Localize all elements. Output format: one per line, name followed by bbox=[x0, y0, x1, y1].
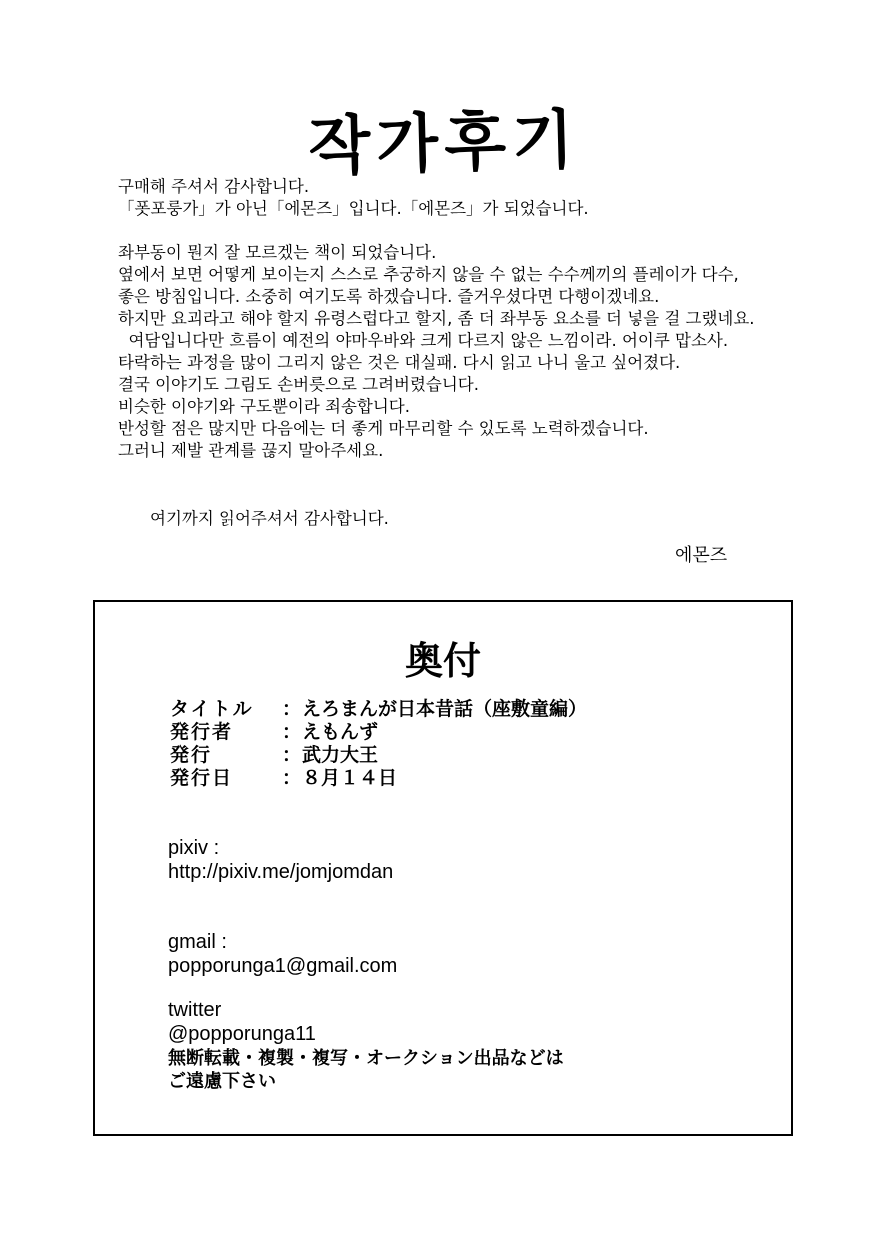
info-value: えろまんが日本昔話（座敷童編） bbox=[302, 698, 588, 720]
info-label: 発行 bbox=[170, 744, 213, 766]
info-label: タイトル bbox=[170, 698, 254, 720]
gmail-contact bbox=[168, 930, 397, 978]
pixiv-label: pixiv : bbox=[168, 837, 220, 859]
info-colon: ： bbox=[282, 698, 302, 720]
info-row-publisher bbox=[170, 717, 587, 743]
postscript-line: 좋은 방침입니다. 소중히 여기도록 하겠습니다. 즐거우셨다면 다행이겠네요. bbox=[118, 287, 660, 306]
info-row-title bbox=[170, 694, 588, 720]
postscript-line: 타락하는 과정을 많이 그리지 않은 것은 대실패. 다시 읽고 나니 울고 싶어졌다. bbox=[118, 353, 681, 372]
pixiv-contact bbox=[168, 836, 393, 884]
postscript-line: 그러니 제발 관계를 끊지 말아주세요. bbox=[118, 441, 384, 460]
twitter-handle-link[interactable]: @popporunga11 bbox=[168, 1023, 316, 1045]
info-colon: ： bbox=[282, 744, 302, 766]
info-value: えもんず bbox=[302, 721, 379, 743]
postscript-line: 비슷한 이야기와 구도뿐이라 죄송합니다. bbox=[118, 397, 410, 416]
gmail-address-link[interactable]: popporunga1@gmail.com bbox=[168, 955, 398, 977]
postscript-heading: 작가후기 bbox=[307, 102, 581, 185]
postscript-line: 옆에서 보면 어떻게 보이는지 스스로 추궁하지 않을 수 없는 수수께끼의 플레이가 다수, bbox=[118, 265, 739, 284]
info-value: ８月１４日 bbox=[302, 767, 398, 789]
notice-line: ご遠慮下さい bbox=[168, 1071, 276, 1092]
postscript-line: 좌부동이 뭔지 잘 모르겠는 책이 되었습니다. bbox=[118, 243, 437, 262]
postscript-body bbox=[118, 176, 818, 462]
closing-thanks: 여기까지 읽어주셔서 감사합니다. bbox=[150, 509, 389, 528]
colophon-info-table bbox=[170, 694, 588, 789]
postscript-line: 「폿포룽가」가 아닌「에몬즈」입니다.「에몬즈」가 되었습니다. bbox=[118, 199, 589, 218]
info-label: 発行者 bbox=[170, 721, 234, 743]
twitter-label: twitter bbox=[168, 999, 222, 1021]
gmail-label: gmail : bbox=[168, 931, 227, 953]
notice-line: 無断転載・複製・複写・オークション出品などは bbox=[168, 1048, 564, 1069]
info-label: 発行日 bbox=[170, 767, 234, 789]
postscript-line: 반성할 점은 많지만 다음에는 더 좋게 마무리할 수 있도록 노력하겠습니다. bbox=[118, 419, 649, 438]
postscript-line: 하지만 요괴라고 해야 할지 유령스럽다고 할지, 좀 더 좌부동 요소를 더 넣을 걸 그랬네요. bbox=[118, 309, 755, 328]
copyright-notice bbox=[168, 1047, 564, 1093]
info-colon: ： bbox=[282, 767, 302, 789]
info-value: 武力大王 bbox=[302, 744, 379, 766]
postscript-line: 결국 이야기도 그림도 손버릇으로 그려버렸습니다. bbox=[118, 375, 479, 394]
paragraph-gap bbox=[118, 220, 818, 242]
colophon-title: 奥付 bbox=[404, 639, 481, 683]
pixiv-url-link[interactable]: http://pixiv.me/jomjomdan bbox=[168, 861, 394, 883]
postscript-line: 구매해 주셔서 감사합니다. bbox=[118, 177, 310, 196]
info-row-date bbox=[170, 763, 587, 789]
postscript-line: 여담입니다만 흐름이 예전의 야마우바와 크게 다르지 않은 느낌이라. 어이쿠 맙소사. bbox=[118, 331, 729, 350]
twitter-contact bbox=[168, 998, 316, 1046]
info-colon: ： bbox=[282, 721, 302, 743]
info-row-issuer bbox=[170, 740, 587, 766]
colophon-box bbox=[93, 600, 793, 1136]
author-signature: 에몬즈 bbox=[675, 545, 728, 566]
